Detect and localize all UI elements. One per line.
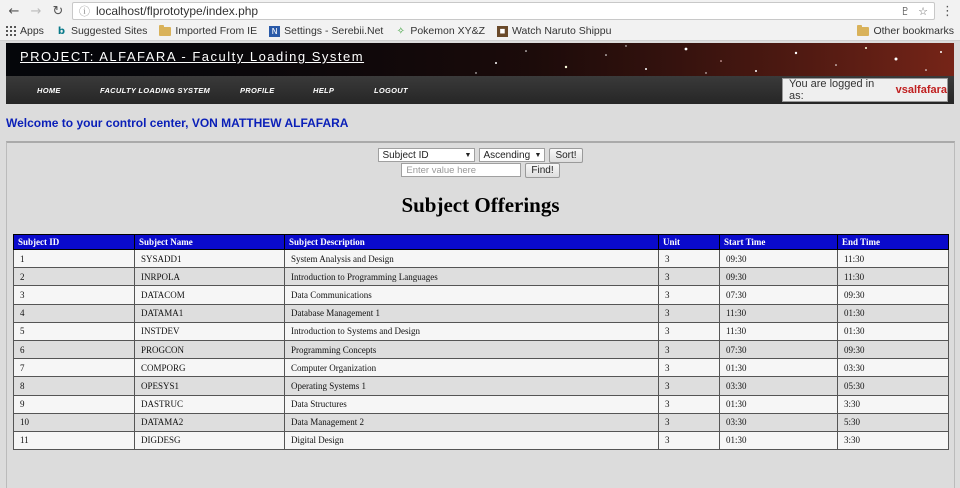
table-cell: 3	[659, 431, 720, 449]
login-username: vsalfafara	[895, 84, 947, 96]
table-cell: 3:30	[838, 395, 949, 413]
table-cell: DASTRUC	[135, 395, 285, 413]
table-cell: Data Communications	[285, 286, 659, 304]
table-cell: COMPORG	[135, 359, 285, 377]
nav-profile[interactable]: PROFILE	[240, 86, 275, 95]
login-prefix: You are logged in as:	[789, 78, 875, 102]
table-cell: 01:30	[720, 431, 838, 449]
table-cell: 03:30	[720, 413, 838, 431]
back-icon[interactable]: ←	[8, 3, 20, 19]
sort-button[interactable]: Sort!	[549, 148, 582, 163]
table-cell: 03:30	[720, 377, 838, 395]
table-cell: DATAMA1	[135, 304, 285, 322]
table-cell: 01:30	[720, 359, 838, 377]
apps-grid-icon	[6, 26, 16, 36]
table-row	[14, 413, 949, 431]
nav-faculty-loading-system[interactable]: FACULTY LOADING SYSTEM	[100, 86, 211, 95]
table-cell: 07:30	[720, 286, 838, 304]
table-cell: INSTDEV	[135, 322, 285, 340]
table-row	[14, 304, 949, 322]
table-cell: 7	[14, 359, 135, 377]
nav-home[interactable]: HOME	[37, 86, 61, 95]
table-row	[14, 268, 949, 286]
table-cell: Data Structures	[285, 395, 659, 413]
table-cell: 10	[14, 413, 135, 431]
dropdown-arrow-icon: ▼	[464, 151, 472, 159]
sort-order-value: Ascending	[483, 149, 531, 161]
table-cell: 09:30	[720, 268, 838, 286]
table-cell: 3	[659, 268, 720, 286]
bookmark-pokemon[interactable]	[395, 25, 485, 37]
dropdown-arrow-icon: ▼	[534, 151, 542, 159]
table-cell: Data Management 2	[285, 413, 659, 431]
table-cell: 01:30	[838, 304, 949, 322]
table-cell: 3	[659, 250, 720, 268]
bookmark-naruto[interactable]	[497, 25, 611, 37]
leaf-icon: ✧	[396, 25, 406, 37]
table-cell: 11:30	[720, 322, 838, 340]
table-cell: 3	[659, 286, 720, 304]
column-header: Start Time	[720, 235, 838, 250]
table-cell: 03:30	[838, 359, 949, 377]
table-cell: DATACOM	[135, 286, 285, 304]
table-cell: 8	[14, 377, 135, 395]
table-cell: Digital Design	[285, 431, 659, 449]
table-cell: Database Management 1	[285, 304, 659, 322]
table-cell: Introduction to Systems and Design	[285, 322, 659, 340]
nav-help[interactable]: HELP	[313, 86, 335, 95]
table-cell: DATAMA2	[135, 413, 285, 431]
welcome-message: Welcome to your control center, VON MATTHEW ALFAFARA	[6, 116, 349, 130]
page-title: Subject Offerings	[401, 193, 560, 217]
column-header: Subject ID	[14, 235, 135, 250]
table-cell: DIGDESG	[135, 431, 285, 449]
table-cell: 11:30	[720, 304, 838, 322]
sort-field-value: Subject ID	[382, 149, 429, 161]
find-button[interactable]: Find!	[525, 163, 559, 178]
table-cell: 05:30	[838, 377, 949, 395]
bookmark-label: Suggested Sites	[70, 25, 148, 37]
subject-offerings-table	[13, 234, 949, 450]
address-bar[interactable]	[72, 2, 935, 20]
reload-icon[interactable]: ↻	[52, 3, 64, 19]
table-cell: 09:30	[838, 340, 949, 358]
table-cell: 1	[14, 250, 135, 268]
bookmark-suggested-sites[interactable]	[56, 25, 147, 37]
table-cell: 3	[659, 340, 720, 358]
table-row	[14, 250, 949, 268]
browser-toolbar	[0, 0, 960, 22]
table-cell: 07:30	[720, 340, 838, 358]
table-cell: 3	[659, 304, 720, 322]
bookmark-other[interactable]	[857, 25, 954, 37]
table-cell: Introduction to Programming Languages	[285, 268, 659, 286]
bookmark-imported-from-ie[interactable]	[159, 25, 257, 37]
table-row	[14, 359, 949, 377]
column-header: Subject Description	[285, 235, 659, 250]
folder-icon	[159, 27, 171, 36]
bookmark-label: Other bookmarks	[873, 25, 954, 37]
bookmark-serebii[interactable]	[269, 25, 383, 37]
bookmark-label: Settings - Serebii.Net	[284, 25, 384, 37]
table-row	[14, 340, 949, 358]
search-input[interactable]: Enter value here	[401, 163, 521, 177]
table-cell: PROGCON	[135, 340, 285, 358]
bookmark-apps[interactable]	[6, 25, 44, 37]
table-row	[14, 322, 949, 340]
table-cell: 4	[14, 304, 135, 322]
sort-field-select[interactable]	[378, 148, 475, 162]
table-cell: 11	[14, 431, 135, 449]
browser-menu-icon[interactable]: ⋮	[941, 3, 954, 19]
page-info-icon[interactable]: ⓘ	[79, 5, 90, 18]
site-favicon-icon: ◼	[497, 26, 508, 37]
table-cell: System Analysis and Design	[285, 250, 659, 268]
bookmark-label: Watch Naruto Shippu	[512, 25, 612, 37]
table-cell: 3	[659, 377, 720, 395]
sort-controls	[7, 148, 954, 163]
table-row	[14, 377, 949, 395]
bookmark-label: Apps	[20, 25, 44, 37]
bing-icon: b	[57, 25, 66, 37]
table-cell: 3	[659, 359, 720, 377]
login-status	[782, 78, 948, 102]
bookmarks-bar	[0, 22, 960, 41]
table-cell: Programming Concepts	[285, 340, 659, 358]
table-cell: 09:30	[720, 250, 838, 268]
table-cell: 9	[14, 395, 135, 413]
address-url: localhost/flprototype/index.php	[96, 4, 259, 18]
bookmark-star-icon[interactable]: ☆	[918, 4, 928, 18]
column-header: Subject Name	[135, 235, 285, 250]
content-panel	[6, 141, 955, 488]
main-navbar	[6, 76, 954, 104]
table-cell: 11:30	[838, 250, 949, 268]
table-cell: SYSADD1	[135, 250, 285, 268]
pin-icon[interactable]: ♇	[900, 4, 911, 18]
table-cell: 3:30	[838, 431, 949, 449]
serebii-icon: N	[269, 26, 280, 37]
table-cell: 6	[14, 340, 135, 358]
table-row	[14, 431, 949, 449]
table-cell: 09:30	[838, 286, 949, 304]
table-cell: 11:30	[838, 268, 949, 286]
table-row	[14, 395, 949, 413]
table-cell: 01:30	[720, 395, 838, 413]
site-title: PROJECT: ALFAFARA - Faculty Loading System	[20, 49, 365, 64]
table-cell: Computer Organization	[285, 359, 659, 377]
site-banner	[6, 43, 954, 76]
table-cell: 5	[14, 322, 135, 340]
table-row	[14, 286, 949, 304]
table-cell: 3	[14, 286, 135, 304]
table-cell: 3	[659, 322, 720, 340]
sort-order-select[interactable]	[479, 148, 545, 162]
table-header-row	[14, 235, 949, 250]
bookmark-label: Pokemon XY&Z	[410, 25, 486, 37]
forward-icon[interactable]: →	[30, 3, 42, 19]
table-cell: 5:30	[838, 413, 949, 431]
folder-icon	[857, 27, 869, 36]
column-header: End Time	[838, 235, 949, 250]
nav-logout[interactable]: LOGOUT	[374, 86, 408, 95]
table-cell: 2	[14, 268, 135, 286]
table-cell: 3	[659, 413, 720, 431]
table-cell: Operating Systems 1	[285, 377, 659, 395]
bookmark-label: Imported From IE	[175, 25, 258, 37]
table-cell: INRPOLA	[135, 268, 285, 286]
table-cell: 3	[659, 395, 720, 413]
search-controls	[7, 163, 954, 178]
column-header: Unit	[659, 235, 720, 250]
table-cell: 01:30	[838, 322, 949, 340]
table-cell: OPESYS1	[135, 377, 285, 395]
